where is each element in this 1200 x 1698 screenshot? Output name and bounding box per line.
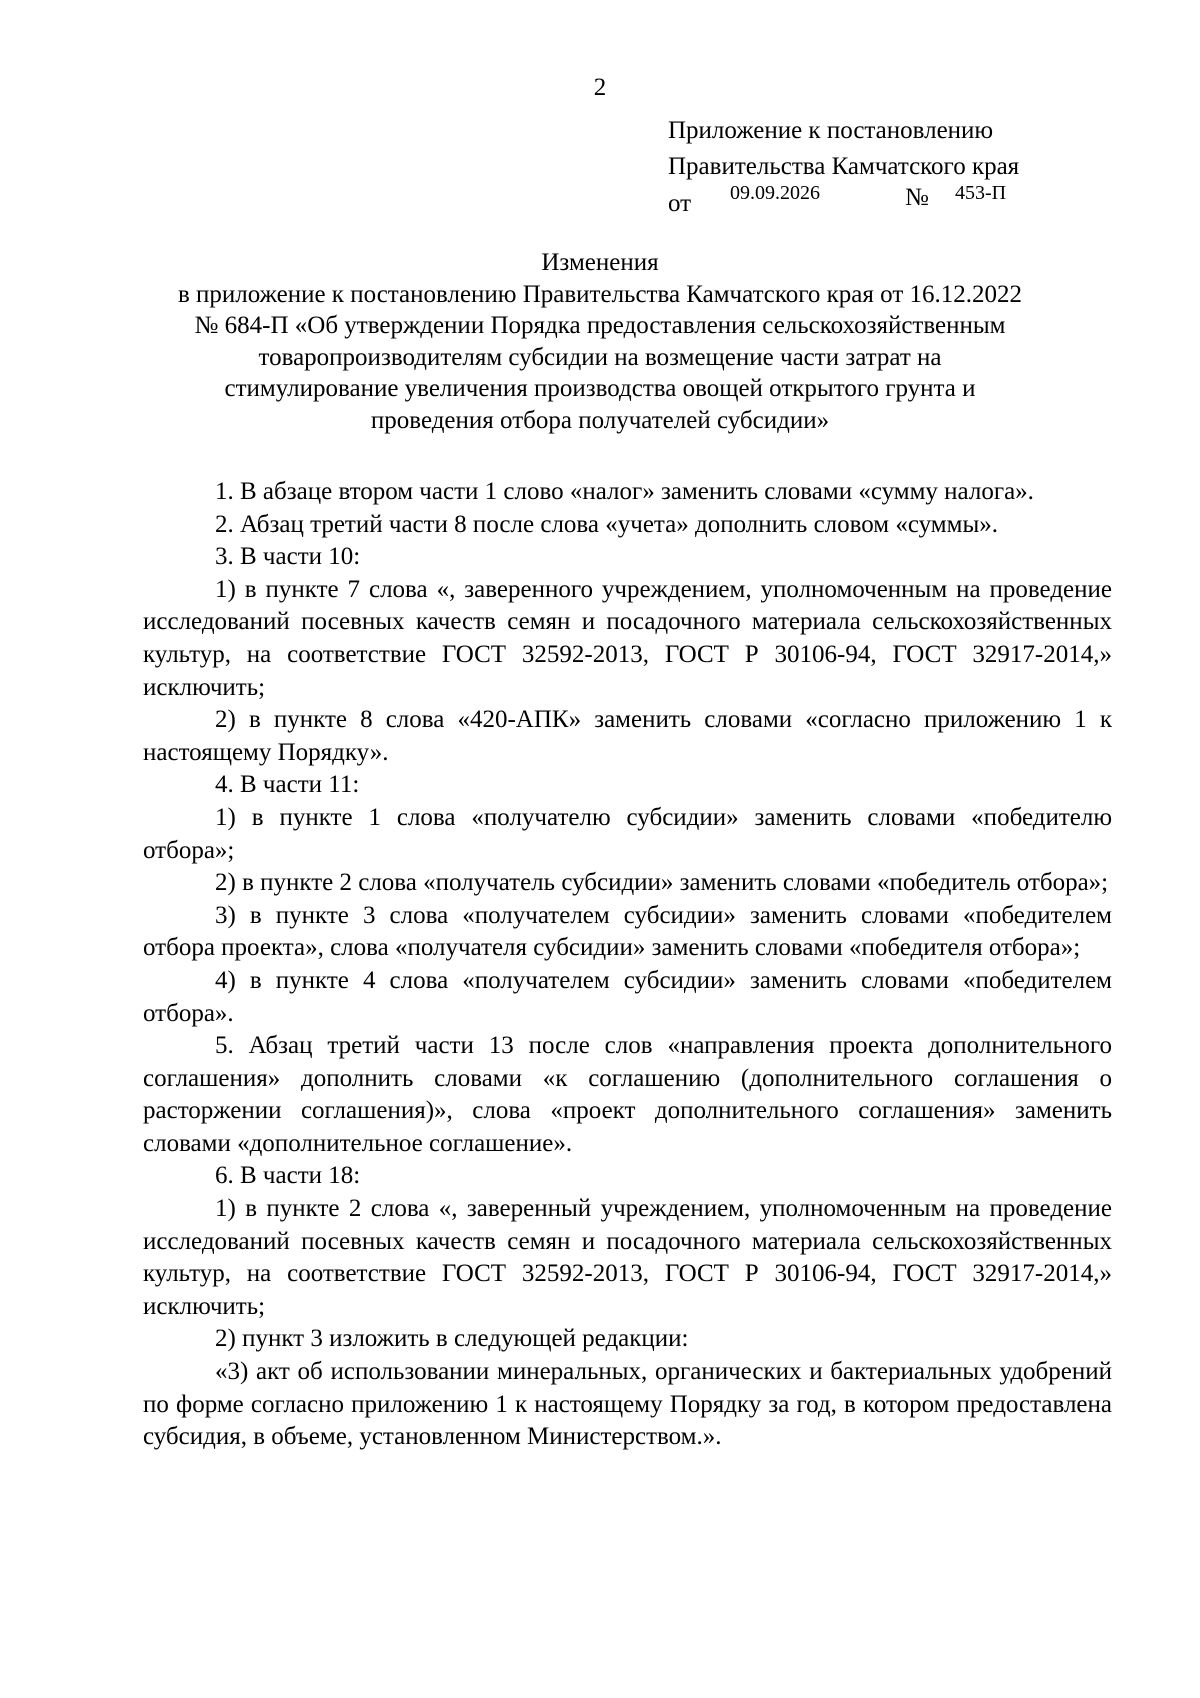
paragraph: 1) в пункте 1 слова «получателю субсидии» заменить словами «победителю отбора»; — [143, 803, 1112, 864]
number-label: № — [905, 184, 929, 211]
paragraph: 2) пункт 3 изложить в следующей редакции: — [215, 1325, 689, 1353]
title-line: № 684-П «Об утверждении Порядка предоставления сельскохозяйственным — [194, 312, 1006, 339]
document-body — [143, 476, 1112, 1454]
appendix-line-2: Правительства Камчатского края — [668, 153, 1020, 180]
paragraph: 4. В части 11: — [215, 771, 360, 799]
paragraph: 1) в пункте 7 слова «, заверенного учреждением, уполномоченным на проведение исследований посевных качеств семян и посадочного материала сельскохозяйственных культур, на соответствие ГОСТ 32592-2013, ГОСТ Р 30106-94, ГОСТ 32917-2014,» исключить; — [143, 575, 1112, 701]
appendix-line-1: Приложение к постановлению — [668, 117, 994, 144]
title-line: проведения отбора получателей субсидии» — [370, 406, 830, 434]
title-line: стимулирование увеличения производства овощей открытого грунта и — [224, 375, 976, 402]
paragraph: 6. В части 18: — [215, 1162, 361, 1190]
title-heading: Изменения — [541, 249, 659, 276]
paragraph: 3) в пункте 3 слова «получателем субсидии» заменить словами «победителем отбора проекта», слова «получателя субсидии» заменить словами «победителя отбора»; — [143, 901, 1112, 962]
title-line: товаропроизводителям субсидии на возмещение части затрат на — [258, 343, 942, 371]
document-reference — [668, 182, 1048, 216]
paragraph: 2. Абзац третий части 8 после слова «учета» дополнить словом «суммы». — [215, 510, 998, 538]
paragraph: 5. Абзац третий части 13 после слов «направления проекта дополнительного соглашения» дополнить словами «к соглашению (дополнительного соглашения о расторжении соглашения)», слова «проект дополнительного соглашения» заменить словами «дополнительное соглашение». — [143, 1032, 1112, 1157]
date-label: от — [668, 190, 692, 217]
paragraph: 1) в пункте 2 слова «, заверенный учреждением, уполномоченным на проведение исследований посевных качеств семян и посадочного материала сельскохозяйственных культур, на соответствие ГОСТ 32592-2013, ГОСТ Р 30106-94, ГОСТ 32917-2014,» исключить; — [143, 1195, 1112, 1320]
paragraph: 2) в пункте 8 слова «420-АПК» заменить словами «согласно приложению 1 к настоящему Порядку». — [143, 706, 1112, 766]
page-number: 2 — [593, 74, 607, 101]
document-title — [100, 247, 1100, 436]
document-date: 09.09.2026 — [730, 182, 820, 204]
paragraph: 3. В части 10: — [215, 543, 361, 571]
paragraph: 4) в пункте 4 слова «получателем субсидии» заменить словами «победителем отбора». — [143, 966, 1112, 1027]
paragraph: 2) в пункте 2 слова «получатель субсидии» заменить словами «победитель отбора»; — [215, 869, 1109, 897]
document-number: 453-П — [955, 182, 1007, 204]
appendix-header — [668, 113, 1019, 185]
title-line: в приложение к постановлению Правительства Камчатского края от 16.12.2022 — [177, 280, 1023, 308]
paragraph: 1. В абзаце втором части 1 слово «налог» заменить словами «сумму налога». — [215, 478, 1034, 505]
paragraph: «3) акт об использовании минеральных, органических и бактериальных удобрений по форме согласно приложению 1 к настоящему Порядку за год, в котором предоставлена субсидия, в объеме, установленном Министерством.». — [143, 1358, 1112, 1451]
